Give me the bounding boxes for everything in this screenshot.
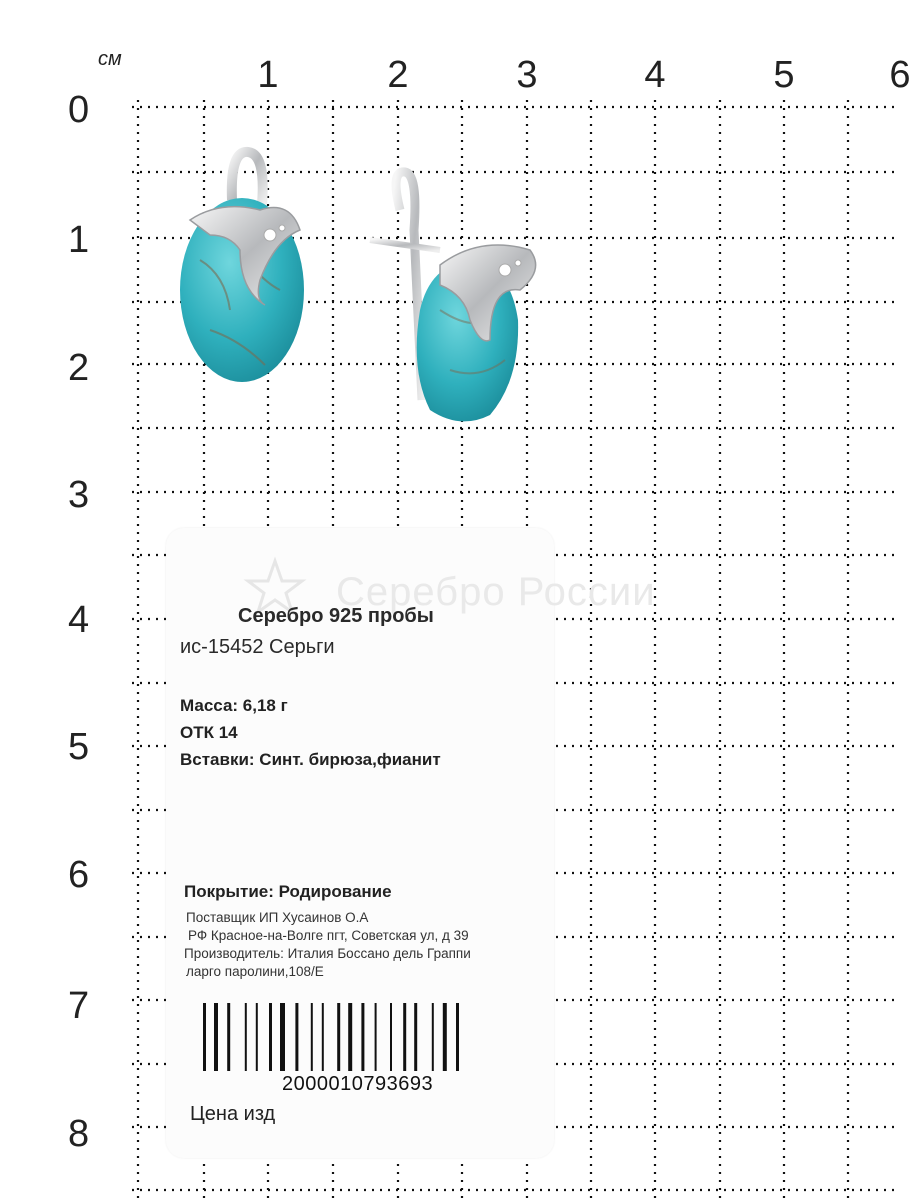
barcode-bar — [227, 1003, 230, 1071]
tag-manufacturer-address: ларго паролини,108/E — [186, 964, 324, 979]
barcode-bar — [269, 1003, 272, 1071]
barcode-bar — [443, 1003, 447, 1071]
right-earring — [370, 172, 536, 422]
watermark-text: Серебро России — [336, 570, 656, 614]
tag-title: Серебро 925 пробы — [238, 605, 434, 627]
barcode-bar — [311, 1003, 313, 1071]
ruler-y-label: 6 — [68, 854, 90, 896]
tag-manufacturer: Производитель: Италия Боссано дель Граппи — [184, 946, 471, 961]
ruler-x-label: 1 — [257, 54, 279, 96]
barcode-bar — [203, 1003, 206, 1071]
earrings-icon — [170, 140, 570, 430]
ruler-y-label: 0 — [68, 89, 90, 131]
barcode-bar — [375, 1003, 377, 1071]
barcode-bar — [348, 1003, 352, 1071]
barcode-bar — [361, 1003, 364, 1071]
barcode-icon — [203, 1003, 521, 1071]
ruler-y-label: 4 — [68, 599, 90, 641]
barcode-bar — [256, 1003, 258, 1071]
barcode-bar — [245, 1003, 247, 1071]
tag-address: РФ Красное-на-Волге пгт, Советская ул, д 39 — [188, 928, 469, 943]
ruler-x-label: 2 — [387, 54, 409, 96]
tag-coating: Покрытие: Родирование — [184, 882, 392, 901]
barcode-bar — [432, 1003, 434, 1071]
barcode-bar — [295, 1003, 298, 1071]
tag-inserts: Вставки: Синт. бирюза,фианит — [180, 750, 441, 769]
barcode-bar — [214, 1003, 218, 1071]
ruler-y-label: 3 — [68, 474, 90, 516]
barcode-bar — [280, 1003, 285, 1071]
tag-article: ис-15452 Серьги — [180, 636, 335, 658]
barcode-bar — [403, 1003, 406, 1071]
ruler-y-label: 8 — [68, 1113, 90, 1155]
barcode-bar — [322, 1003, 324, 1071]
ruler-y-label: 5 — [68, 726, 90, 768]
unit-label: см — [98, 48, 122, 70]
barcode-number: 2000010793693 — [282, 1073, 434, 1095]
ruler-x-label: 5 — [773, 54, 795, 96]
ruler-x-label: 6 — [889, 54, 911, 96]
tag-otk: ОТК 14 — [180, 723, 238, 742]
ruler-y-label: 1 — [68, 219, 90, 261]
left-earring — [180, 152, 304, 382]
price-label: Цена изд — [190, 1103, 276, 1125]
ruler-x-label: 4 — [644, 54, 666, 96]
barcode-bar — [456, 1003, 459, 1071]
barcode-bar — [390, 1003, 392, 1071]
tag-mass: Масса: 6,18 г — [180, 696, 288, 715]
ruler-x-label: 3 — [516, 54, 538, 96]
barcode-bar — [337, 1003, 340, 1071]
ruler-y-label: 2 — [68, 347, 90, 389]
ruler-y-label: 7 — [68, 985, 90, 1027]
barcode-bar — [414, 1003, 417, 1071]
tag-supplier: Поставщик ИП Хусаинов О.А — [186, 910, 369, 925]
